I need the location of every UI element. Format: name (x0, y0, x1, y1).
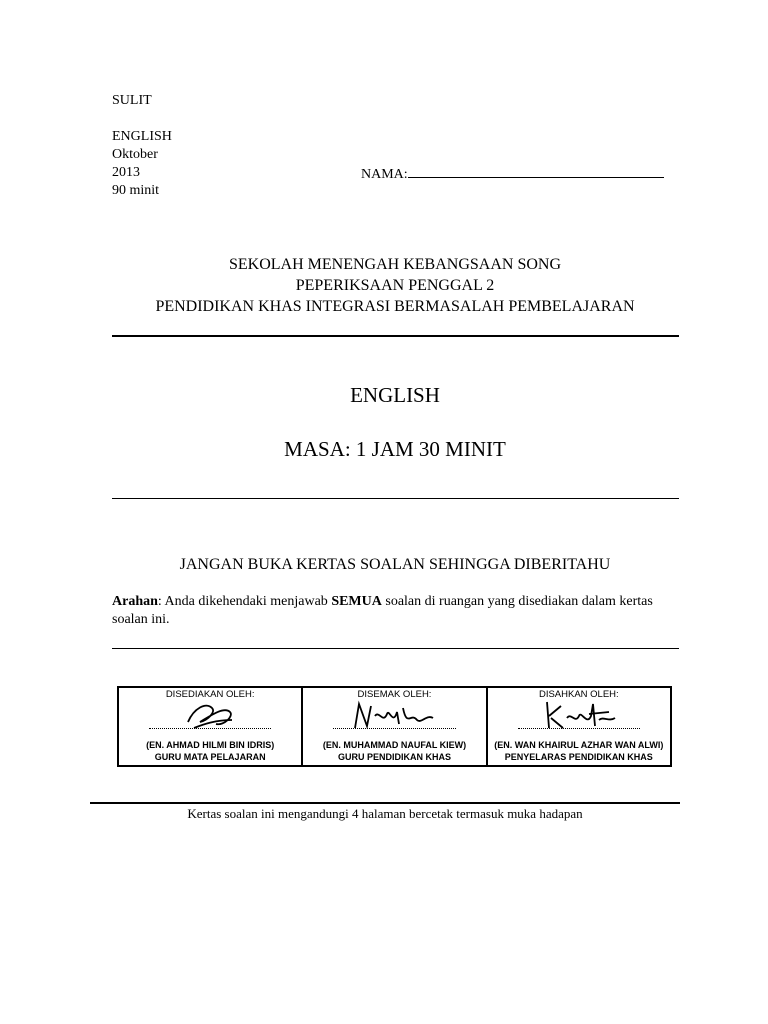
name-blank-line (408, 164, 664, 178)
footer-divider (90, 802, 680, 804)
school-heading (0, 254, 768, 317)
program-name: PENDIDIKAN KHAS INTEGRASI BERMASALAH PEMBELAJARAN (155, 298, 635, 315)
signature-role: PENYELARAS PENDIDIKAN KHAS (504, 752, 653, 762)
signature-cell-reviewed (303, 688, 487, 765)
duration-label: 90 minit (112, 183, 160, 198)
instruction-label: Arahan (112, 594, 158, 609)
confidential-label: SULIT (112, 93, 152, 108)
signature-table (117, 686, 672, 767)
exam-subject-title: ENGLISH (350, 383, 440, 407)
instruction-text-before: : Anda dikehendaki menjawab (157, 594, 332, 609)
signature-heading: DISEDIAKAN OLEH: (165, 689, 255, 700)
warning-text: JANGAN BUKA KERTAS SOALAN SEHINGGA DIBERITAHU (179, 556, 611, 573)
signature-name: (EN. AHMAD HILMI BIN IDRIS) (146, 740, 275, 750)
exam-time-title: MASA: 1 JAM 30 MINIT (284, 437, 506, 461)
signature-heading: DISEMAK OLEH: (357, 689, 432, 700)
signature-cell-prepared (119, 688, 303, 765)
divider-top (112, 335, 679, 337)
signature-role: GURU MATA PELAJARAN (154, 752, 266, 762)
header-info (112, 92, 172, 200)
signature-name: (EN. MUHAMMAD NAUFAL KIEW) (322, 740, 467, 750)
instruction-text-after: soalan di ruangan yang disediakan dalam kertas soalan ini. (112, 594, 653, 627)
name-label: NAMA: (361, 167, 408, 182)
instruction-emphasis: SEMUA (331, 594, 382, 609)
school-name: SEKOLAH MENENGAH KEBANGSAAN SONG (229, 256, 561, 273)
divider-bottom (112, 648, 679, 649)
signature-role: GURU PENDIDIKAN KHAS (337, 752, 451, 762)
year-label: 2013 (112, 165, 140, 180)
subject-label: ENGLISH (112, 129, 172, 144)
divider-middle (112, 498, 679, 499)
signature-heading: DISAHKAN OLEH: (538, 689, 619, 700)
signature-cell-approved (488, 688, 670, 765)
exam-term: PEPERIKSAAN PENGGAL 2 (295, 277, 495, 294)
signature-name: (EN. WAN KHAIRUL AZHAR WAN ALWI) (494, 740, 664, 750)
instruction-paragraph (112, 593, 672, 629)
name-field (361, 164, 664, 183)
handwritten-signature-icon (180, 698, 240, 732)
month-label: Oktober (112, 147, 158, 162)
footer-note: Kertas soalan ini mengandungi 4 halaman bercetak termasuk muka hadapan (187, 806, 583, 821)
